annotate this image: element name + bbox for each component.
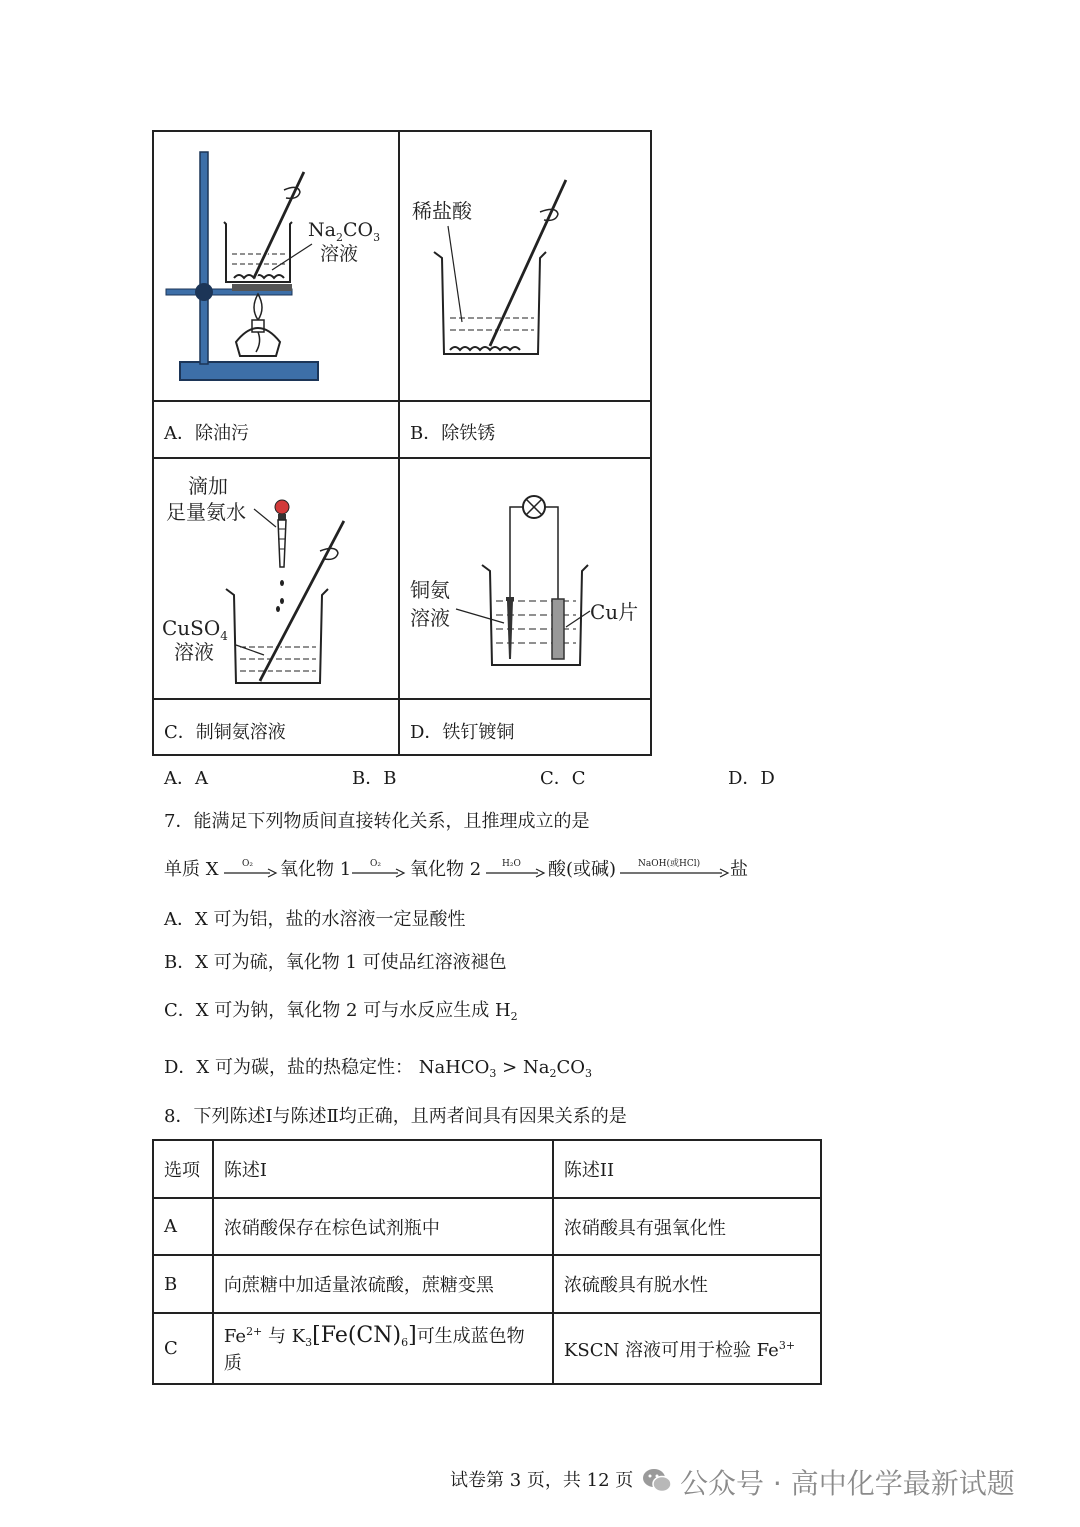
q6-option-c: C．C [540,768,586,789]
svg-text:Na2CO3: $Na_2CO_3$ [308,219,381,244]
svg-text:Cu片: Cu片 [590,600,639,624]
svg-text:CuSO4: CuSO$_4$ [162,616,228,643]
svg-text:溶液: 溶液 [174,640,214,664]
header-option: 选项 [153,1140,213,1198]
chain-oxide-1: 氧化物 1 [280,859,352,880]
caption-d: D．铁钉镀铜 [410,722,515,743]
table-row: B 向蔗糖中加适量浓硫酸，蔗糖变黑 浓硫酸具有脱水性 [153,1255,821,1313]
apparatus-b-beaker-hcl [400,132,650,400]
q7-option-d: D．X 可为碳，盐的热稳定性： NaHCO$_3$ > $Na_2CO_3$ [164,1057,592,1080]
svg-text:O₂: O₂ [370,859,381,869]
wechat-icon [642,1466,672,1498]
apparatus-d-electroplating [400,459,650,698]
svg-text:H₂O: H₂O [502,859,521,869]
table-row: C $Fe^{2+}$ 与 $K_3[Fe(CN)_6]$可生成蓝色物质 KSCN 溶液可用于检验 $Fe^{3+}$ [153,1313,821,1384]
svg-text:铜氨: 铜氨 [410,578,450,602]
svg-text:O₂: O₂ [242,859,253,869]
q6-option-a: A．A [164,768,208,789]
q6-option-b: B．B [352,768,397,789]
chain-arrow-1 [222,856,278,882]
row-c-statement-1: $Fe^{2+}$ 与 $K_3[Fe(CN)_6]$可生成蓝色物质 [213,1313,553,1384]
figure-divider-h1 [152,400,652,402]
q7-option-a: A．X 可为铝，盐的水溶液一定显酸性 [164,909,466,930]
header-statement-2: 陈述II [553,1140,821,1198]
q6-option-d: D．D [728,768,775,789]
svg-text:NaOH(或HCl): NaOH(或HCl) [638,859,701,869]
apparatus-c-dropper-beaker [154,459,398,698]
apparatus-a-heating-beaker [154,132,398,400]
q7-option-c: C．X 可为钠，氧化物 2 可与水反应生成 $H_2$ [164,1000,518,1023]
q8-statement-table [152,1139,822,1385]
svg-text:溶液: 溶液 [320,243,359,265]
row-c-statement-2: KSCN 溶液可用于检验 $Fe^{3+}$ [553,1313,821,1384]
chain-salt: 盐 [730,859,748,880]
chain-oxide-2: 氧化物 2 [410,859,482,880]
label-dilute-hcl: 稀盐酸 [412,199,472,223]
watermark: 公众号 · 高中化学最新试题 [680,1467,1015,1500]
q7-stem: 7．能满足下列物质间直接转化关系，且推理成立的是 [164,811,590,832]
caption-a: A．除油污 [164,423,249,444]
svg-text:滴加: 滴加 [188,474,228,498]
q7-option-b: B．X 可为硫，氧化物 1 可使品红溶液褪色 [164,952,507,973]
figure-divider-h3 [152,698,652,700]
caption-b: B．除铁锈 [410,423,496,444]
svg-text:溶液: 溶液 [410,606,450,630]
table-header-row [153,1140,821,1198]
page-footer: 试卷第 3 页，共 12 页 [450,1470,634,1491]
chain-acid-or-base: 酸(或碱) [548,859,617,880]
caption-c: C．制铜氨溶液 [164,722,286,743]
chain-arrow-4 [618,856,730,882]
chain-arrow-2 [350,856,406,882]
q7-transformation-chain [164,856,784,886]
chain-element-x: 单质 X [164,859,219,880]
q8-stem: 8．下列陈述Ⅰ与陈述Ⅱ均正确，且两者间具有因果关系的是 [164,1106,627,1127]
chain-arrow-3 [484,856,546,882]
header-statement-1: 陈述I [213,1140,553,1198]
table-row: A 浓硝酸保存在棕色试剂瓶中 浓硝酸具有强氧化性 [153,1198,821,1255]
svg-text:足量氨水: 足量氨水 [166,500,246,524]
